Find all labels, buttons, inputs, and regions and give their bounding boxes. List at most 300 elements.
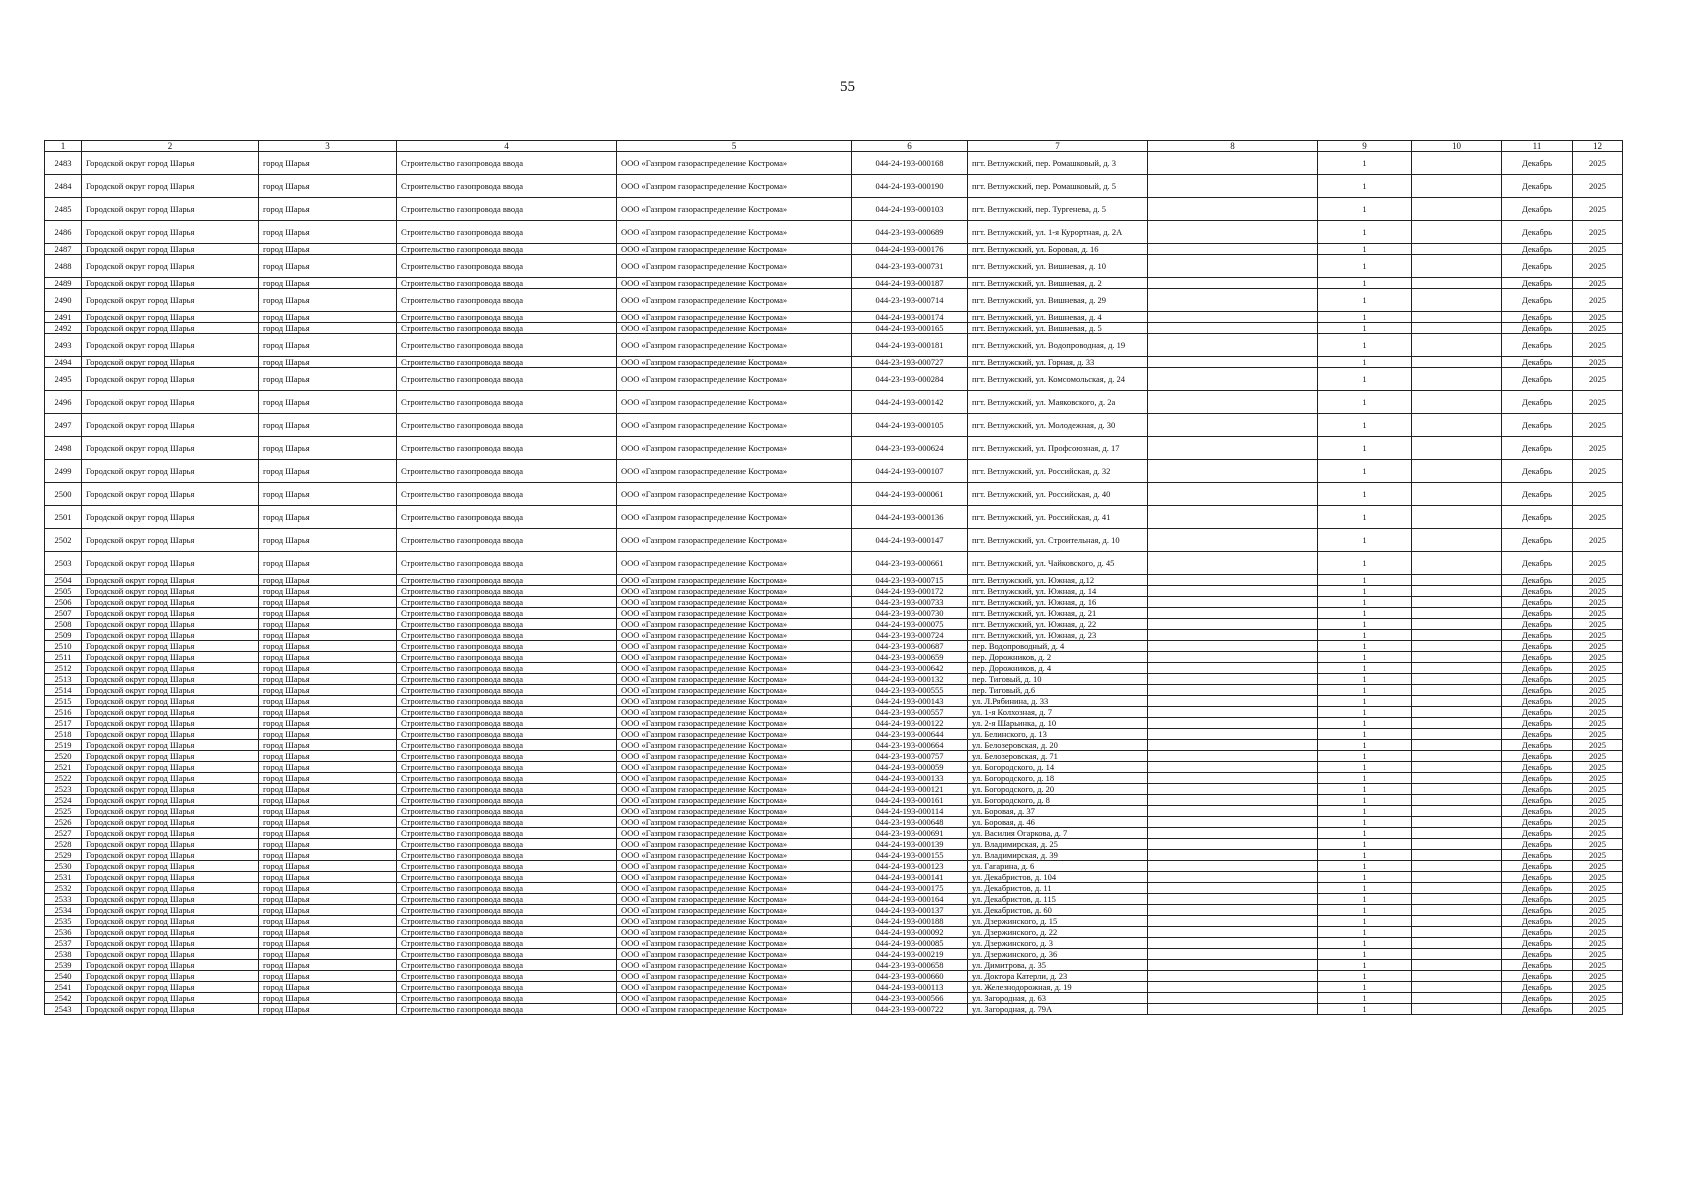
empty-cell (1148, 784, 1318, 795)
table-row (45, 861, 1623, 872)
locality-cell: город Шарья (259, 278, 397, 289)
empty-cell (1412, 938, 1502, 949)
year-cell: 2025 (1573, 289, 1623, 312)
organization-cell: ООО «Газпром газораспределение Кострома» (617, 905, 852, 916)
month-cell: Декабрь (1502, 872, 1573, 883)
work-type-cell: Строительство газопровода ввода (397, 905, 617, 916)
empty-cell (1148, 641, 1318, 652)
object-code-cell: 044-23-193-000658 (852, 960, 968, 971)
object-code-cell: 044-24-193-000143 (852, 696, 968, 707)
empty-cell (1148, 152, 1318, 175)
organization-cell: ООО «Газпром газораспределение Кострома» (617, 696, 852, 707)
work-type-cell: Строительство газопровода ввода (397, 597, 617, 608)
quantity-cell: 1 (1318, 414, 1412, 437)
empty-cell (1412, 729, 1502, 740)
address-cell: пгт. Ветлужский, ул. Южная, д. 16 (968, 597, 1148, 608)
month-cell: Декабрь (1502, 391, 1573, 414)
address-cell: пгт. Ветлужский, ул. Молодежная, д. 30 (968, 414, 1148, 437)
address-cell: пгт. Ветлужский, пер. Ромашковый, д. 5 (968, 175, 1148, 198)
address-cell: пгт. Ветлужский, пер. Тургенева, д. 5 (968, 198, 1148, 221)
empty-cell (1412, 740, 1502, 751)
quantity-cell: 1 (1318, 483, 1412, 506)
table-row (45, 278, 1623, 289)
object-code-cell: 044-24-193-000165 (852, 323, 968, 334)
empty-cell (1412, 630, 1502, 641)
organization-cell: ООО «Газпром газораспределение Кострома» (617, 391, 852, 414)
empty-cell (1148, 795, 1318, 806)
row-number-cell: 2519 (45, 740, 82, 751)
empty-cell (1148, 630, 1318, 641)
object-code-cell: 044-24-193-000122 (852, 718, 968, 729)
work-type-cell: Строительство газопровода ввода (397, 152, 617, 175)
month-cell: Декабрь (1502, 608, 1573, 619)
row-number-cell: 2529 (45, 850, 82, 861)
empty-cell (1412, 674, 1502, 685)
row-number-cell: 2512 (45, 663, 82, 674)
locality-cell: город Шарья (259, 817, 397, 828)
quantity-cell: 1 (1318, 993, 1412, 1004)
row-number-cell: 2497 (45, 414, 82, 437)
object-code-cell: 044-23-193-000648 (852, 817, 968, 828)
locality-cell: город Шарья (259, 960, 397, 971)
object-code-cell: 044-24-193-000085 (852, 938, 968, 949)
address-cell: пер. Дорожников, д. 4 (968, 663, 1148, 674)
quantity-cell: 1 (1318, 175, 1412, 198)
table-row (45, 850, 1623, 861)
month-cell: Декабрь (1502, 630, 1573, 641)
table-row (45, 707, 1623, 718)
object-code-cell: 044-23-193-000714 (852, 289, 968, 312)
row-number-cell: 2506 (45, 597, 82, 608)
month-cell: Декабрь (1502, 883, 1573, 894)
object-code-cell: 044-24-193-000164 (852, 894, 968, 905)
month-cell: Декабрь (1502, 982, 1573, 993)
locality-cell: город Шарья (259, 529, 397, 552)
empty-cell (1412, 905, 1502, 916)
object-code-cell: 044-23-193-000642 (852, 663, 968, 674)
empty-cell (1148, 916, 1318, 927)
work-type-cell: Строительство газопровода ввода (397, 630, 617, 641)
month-cell: Декабрь (1502, 740, 1573, 751)
month-cell: Декабрь (1502, 529, 1573, 552)
locality-cell: город Шарья (259, 685, 397, 696)
year-cell: 2025 (1573, 861, 1623, 872)
locality-cell: город Шарья (259, 652, 397, 663)
month-cell: Декабрь (1502, 414, 1573, 437)
work-type-cell: Строительство газопровода ввода (397, 278, 617, 289)
quantity-cell: 1 (1318, 971, 1412, 982)
address-cell: ул. Богородского, д. 18 (968, 773, 1148, 784)
district-cell: Городской округ город Шарья (82, 198, 259, 221)
object-code-cell: 044-23-193-000757 (852, 751, 968, 762)
object-code-cell: 044-23-193-000727 (852, 357, 968, 368)
quantity-cell: 1 (1318, 916, 1412, 927)
district-cell: Городской округ город Шарья (82, 608, 259, 619)
table-row (45, 894, 1623, 905)
work-type-cell: Строительство газопровода ввода (397, 762, 617, 773)
address-cell: ул. Владимирская, д. 39 (968, 850, 1148, 861)
district-cell: Городской округ город Шарья (82, 323, 259, 334)
locality-cell: город Шарья (259, 414, 397, 437)
object-code-cell: 044-24-193-000141 (852, 872, 968, 883)
work-type-cell: Строительство газопровода ввода (397, 850, 617, 861)
month-cell: Декабрь (1502, 460, 1573, 483)
year-cell: 2025 (1573, 1004, 1623, 1015)
organization-cell: ООО «Газпром газораспределение Кострома» (617, 927, 852, 938)
empty-cell (1412, 289, 1502, 312)
district-cell: Городской округ город Шарья (82, 278, 259, 289)
year-cell: 2025 (1573, 152, 1623, 175)
empty-cell (1412, 839, 1502, 850)
quantity-cell: 1 (1318, 529, 1412, 552)
address-cell: ул. Василия Огаркова, д. 7 (968, 828, 1148, 839)
organization-cell: ООО «Газпром газораспределение Кострома» (617, 175, 852, 198)
address-cell: пгт. Ветлужский, ул. Вишневая, д. 29 (968, 289, 1148, 312)
quantity-cell: 1 (1318, 152, 1412, 175)
work-type-cell: Строительство газопровода ввода (397, 696, 617, 707)
year-cell: 2025 (1573, 221, 1623, 244)
month-cell: Декабрь (1502, 817, 1573, 828)
organization-cell: ООО «Газпром газораспределение Кострома» (617, 674, 852, 685)
object-code-cell: 044-24-193-000061 (852, 483, 968, 506)
empty-cell (1412, 773, 1502, 784)
work-type-cell: Строительство газопровода ввода (397, 861, 617, 872)
table-row (45, 244, 1623, 255)
organization-cell: ООО «Газпром газораспределение Кострома» (617, 795, 852, 806)
address-cell: пгт. Ветлужский, ул. Вишневая, д. 4 (968, 312, 1148, 323)
quantity-cell: 1 (1318, 927, 1412, 938)
month-cell: Декабрь (1502, 696, 1573, 707)
object-code-cell: 044-23-193-000689 (852, 221, 968, 244)
month-cell: Декабрь (1502, 334, 1573, 357)
row-number-cell: 2522 (45, 773, 82, 784)
table-row (45, 883, 1623, 894)
object-code-cell: 044-23-193-000555 (852, 685, 968, 696)
organization-cell: ООО «Газпром газораспределение Кострома» (617, 982, 852, 993)
year-cell: 2025 (1573, 795, 1623, 806)
empty-cell (1148, 334, 1318, 357)
month-cell: Декабрь (1502, 718, 1573, 729)
object-code-cell: 044-23-193-000644 (852, 729, 968, 740)
district-cell: Городской округ город Шарья (82, 506, 259, 529)
month-cell: Декабрь (1502, 861, 1573, 872)
month-cell: Декабрь (1502, 1004, 1573, 1015)
work-type-cell: Строительство газопровода ввода (397, 1004, 617, 1015)
empty-cell (1412, 552, 1502, 575)
locality-cell: город Шарья (259, 894, 397, 905)
work-type-cell: Строительство газопровода ввода (397, 483, 617, 506)
object-code-cell: 044-24-193-000168 (852, 152, 968, 175)
work-type-cell: Строительство газопровода ввода (397, 334, 617, 357)
organization-cell: ООО «Газпром газораспределение Кострома» (617, 575, 852, 586)
empty-cell (1148, 652, 1318, 663)
empty-cell (1148, 905, 1318, 916)
quantity-cell: 1 (1318, 762, 1412, 773)
organization-cell: ООО «Газпром газораспределение Кострома» (617, 198, 852, 221)
district-cell: Городской округ город Шарья (82, 927, 259, 938)
address-cell: ул. Дзержинского, д. 3 (968, 938, 1148, 949)
district-cell: Городской округ город Шарья (82, 597, 259, 608)
object-code-cell: 044-23-193-000557 (852, 707, 968, 718)
table-row (45, 982, 1623, 993)
month-cell: Декабрь (1502, 152, 1573, 175)
locality-cell: город Шарья (259, 707, 397, 718)
organization-cell: ООО «Газпром газораспределение Кострома» (617, 894, 852, 905)
empty-cell (1412, 949, 1502, 960)
table-row (45, 460, 1623, 483)
year-cell: 2025 (1573, 927, 1623, 938)
district-cell: Городской округ город Шарья (82, 652, 259, 663)
locality-cell: город Шарья (259, 905, 397, 916)
locality-cell: город Шарья (259, 806, 397, 817)
object-code-cell: 044-23-193-000722 (852, 1004, 968, 1015)
object-code-cell: 044-24-193-000190 (852, 175, 968, 198)
empty-cell (1148, 198, 1318, 221)
year-cell: 2025 (1573, 850, 1623, 861)
empty-cell (1412, 641, 1502, 652)
column-number: 9 (1318, 141, 1412, 152)
month-cell: Декабрь (1502, 938, 1573, 949)
empty-cell (1412, 784, 1502, 795)
row-number-cell: 2492 (45, 323, 82, 334)
locality-cell: город Шарья (259, 828, 397, 839)
table-row (45, 1004, 1623, 1015)
quantity-cell: 1 (1318, 707, 1412, 718)
table-row (45, 795, 1623, 806)
locality-cell: город Шарья (259, 971, 397, 982)
locality-cell: город Шарья (259, 993, 397, 1004)
month-cell: Декабрь (1502, 641, 1573, 652)
object-code-cell: 044-23-193-000687 (852, 641, 968, 652)
month-cell: Декабрь (1502, 552, 1573, 575)
district-cell: Городской округ город Шарья (82, 729, 259, 740)
empty-cell (1148, 1004, 1318, 1015)
empty-cell (1148, 861, 1318, 872)
locality-cell: город Шарья (259, 784, 397, 795)
organization-cell: ООО «Газпром газораспределение Кострома» (617, 334, 852, 357)
address-cell: ул. Декабристов, д. 11 (968, 883, 1148, 894)
district-cell: Городской округ город Шарья (82, 905, 259, 916)
quantity-cell: 1 (1318, 391, 1412, 414)
row-number-cell: 2507 (45, 608, 82, 619)
locality-cell: город Шарья (259, 391, 397, 414)
empty-cell (1412, 982, 1502, 993)
empty-cell (1412, 1004, 1502, 1015)
object-code-cell: 044-24-193-000136 (852, 506, 968, 529)
year-cell: 2025 (1573, 696, 1623, 707)
object-code-cell: 044-24-193-000123 (852, 861, 968, 872)
locality-cell: город Шарья (259, 674, 397, 685)
row-number-cell: 2509 (45, 630, 82, 641)
address-cell: ул. Боровая, д. 46 (968, 817, 1148, 828)
organization-cell: ООО «Газпром газораспределение Кострома» (617, 357, 852, 368)
year-cell: 2025 (1573, 817, 1623, 828)
district-cell: Городской округ город Шарья (82, 586, 259, 597)
object-code-cell: 044-23-193-000715 (852, 575, 968, 586)
row-number-cell: 2514 (45, 685, 82, 696)
organization-cell: ООО «Газпром газораспределение Кострома» (617, 630, 852, 641)
row-number-cell: 2485 (45, 198, 82, 221)
row-number-cell: 2510 (45, 641, 82, 652)
year-cell: 2025 (1573, 437, 1623, 460)
object-code-cell: 044-24-193-000132 (852, 674, 968, 685)
work-type-cell: Строительство газопровода ввода (397, 312, 617, 323)
address-cell: ул. Загородная, д. 63 (968, 993, 1148, 1004)
year-cell: 2025 (1573, 323, 1623, 334)
year-cell: 2025 (1573, 740, 1623, 751)
row-number-cell: 2537 (45, 938, 82, 949)
organization-cell: ООО «Газпром газораспределение Кострома» (617, 773, 852, 784)
quantity-cell: 1 (1318, 883, 1412, 894)
work-type-cell: Строительство газопровода ввода (397, 357, 617, 368)
locality-cell: город Шарья (259, 949, 397, 960)
work-type-cell: Строительство газопровода ввода (397, 674, 617, 685)
object-code-cell: 044-24-193-000114 (852, 806, 968, 817)
work-type-cell: Строительство газопровода ввода (397, 198, 617, 221)
month-cell: Декабрь (1502, 278, 1573, 289)
empty-cell (1412, 152, 1502, 175)
locality-cell: город Шарья (259, 289, 397, 312)
row-number-cell: 2530 (45, 861, 82, 872)
empty-cell (1412, 861, 1502, 872)
table-row (45, 839, 1623, 850)
quantity-cell: 1 (1318, 312, 1412, 323)
organization-cell: ООО «Газпром газораспределение Кострома» (617, 784, 852, 795)
quantity-cell: 1 (1318, 608, 1412, 619)
locality-cell: город Шарья (259, 586, 397, 597)
year-cell: 2025 (1573, 506, 1623, 529)
row-number-cell: 2489 (45, 278, 82, 289)
locality-cell: город Шарья (259, 641, 397, 652)
empty-cell (1148, 414, 1318, 437)
address-cell: ул. Белинского, д. 13 (968, 729, 1148, 740)
year-cell: 2025 (1573, 652, 1623, 663)
work-type-cell: Строительство газопровода ввода (397, 795, 617, 806)
month-cell: Декабрь (1502, 795, 1573, 806)
organization-cell: ООО «Газпром газораспределение Кострома» (617, 312, 852, 323)
organization-cell: ООО «Газпром газораспределение Кострома» (617, 916, 852, 927)
object-code-cell: 044-24-193-000133 (852, 773, 968, 784)
empty-cell (1148, 839, 1318, 850)
column-number: 5 (617, 141, 852, 152)
district-cell: Городской округ город Шарья (82, 255, 259, 278)
table-row (45, 663, 1623, 674)
object-code-cell: 044-23-193-000691 (852, 828, 968, 839)
locality-cell: город Шарья (259, 927, 397, 938)
row-number-cell: 2541 (45, 982, 82, 993)
work-type-cell: Строительство газопровода ввода (397, 641, 617, 652)
quantity-cell: 1 (1318, 806, 1412, 817)
year-cell: 2025 (1573, 729, 1623, 740)
organization-cell: ООО «Газпром газораспределение Кострома» (617, 828, 852, 839)
table-row (45, 529, 1623, 552)
column-number: 10 (1412, 141, 1502, 152)
year-cell: 2025 (1573, 762, 1623, 773)
year-cell: 2025 (1573, 971, 1623, 982)
object-code-cell: 044-23-193-000731 (852, 255, 968, 278)
organization-cell: ООО «Газпром газораспределение Кострома» (617, 641, 852, 652)
address-cell: пгт. Ветлужский, ул. Маяковского, д. 2а (968, 391, 1148, 414)
empty-cell (1148, 278, 1318, 289)
district-cell: Городской округ город Шарья (82, 894, 259, 905)
empty-cell (1148, 663, 1318, 674)
month-cell: Декабрь (1502, 905, 1573, 916)
empty-cell (1148, 960, 1318, 971)
empty-cell (1148, 244, 1318, 255)
year-cell: 2025 (1573, 552, 1623, 575)
locality-cell: город Шарья (259, 619, 397, 630)
quantity-cell: 1 (1318, 718, 1412, 729)
empty-cell (1412, 960, 1502, 971)
work-type-cell: Строительство газопровода ввода (397, 685, 617, 696)
month-cell: Декабрь (1502, 652, 1573, 663)
month-cell: Декабрь (1502, 368, 1573, 391)
empty-cell (1412, 872, 1502, 883)
district-cell: Городской округ город Шарья (82, 289, 259, 312)
empty-cell (1412, 323, 1502, 334)
year-cell: 2025 (1573, 608, 1623, 619)
table-row (45, 506, 1623, 529)
month-cell: Декабрь (1502, 729, 1573, 740)
work-type-cell: Строительство газопровода ввода (397, 971, 617, 982)
row-number-cell: 2525 (45, 806, 82, 817)
locality-cell: город Шарья (259, 1004, 397, 1015)
object-code-cell: 044-24-193-000105 (852, 414, 968, 437)
table-body (45, 141, 1623, 1015)
object-code-cell: 044-23-193-000733 (852, 597, 968, 608)
work-type-cell: Строительство газопровода ввода (397, 221, 617, 244)
organization-cell: ООО «Газпром газораспределение Кострома» (617, 861, 852, 872)
address-cell: ул. Богородского, д. 8 (968, 795, 1148, 806)
work-type-cell: Строительство газопровода ввода (397, 244, 617, 255)
locality-cell: город Шарья (259, 597, 397, 608)
year-cell: 2025 (1573, 414, 1623, 437)
address-cell: ул. Димитрова, д. 35 (968, 960, 1148, 971)
organization-cell: ООО «Газпром газораспределение Кострома» (617, 1004, 852, 1015)
district-cell: Городской округ город Шарья (82, 244, 259, 255)
row-number-cell: 2484 (45, 175, 82, 198)
empty-cell (1412, 221, 1502, 244)
empty-cell (1148, 289, 1318, 312)
district-cell: Городской округ город Шарья (82, 971, 259, 982)
address-cell: пгт. Ветлужский, ул. Российская, д. 41 (968, 506, 1148, 529)
object-code-cell: 044-24-193-000075 (852, 619, 968, 630)
work-type-cell: Строительство газопровода ввода (397, 663, 617, 674)
year-cell: 2025 (1573, 368, 1623, 391)
work-type-cell: Строительство газопровода ввода (397, 391, 617, 414)
month-cell: Декабрь (1502, 506, 1573, 529)
object-code-cell: 044-24-193-000113 (852, 982, 968, 993)
quantity-cell: 1 (1318, 850, 1412, 861)
year-cell: 2025 (1573, 784, 1623, 795)
table-row (45, 641, 1623, 652)
empty-cell (1148, 696, 1318, 707)
quantity-cell: 1 (1318, 685, 1412, 696)
empty-cell (1148, 894, 1318, 905)
empty-cell (1412, 685, 1502, 696)
object-code-cell: 044-24-193-000092 (852, 927, 968, 938)
quantity-cell: 1 (1318, 674, 1412, 685)
column-number: 2 (82, 141, 259, 152)
empty-cell (1412, 916, 1502, 927)
organization-cell: ООО «Газпром газораспределение Кострома» (617, 762, 852, 773)
quantity-cell: 1 (1318, 729, 1412, 740)
table-row (45, 608, 1623, 619)
empty-cell (1412, 483, 1502, 506)
quantity-cell: 1 (1318, 334, 1412, 357)
organization-cell: ООО «Газпром газораспределение Кострома» (617, 960, 852, 971)
object-code-cell: 044-23-193-000730 (852, 608, 968, 619)
